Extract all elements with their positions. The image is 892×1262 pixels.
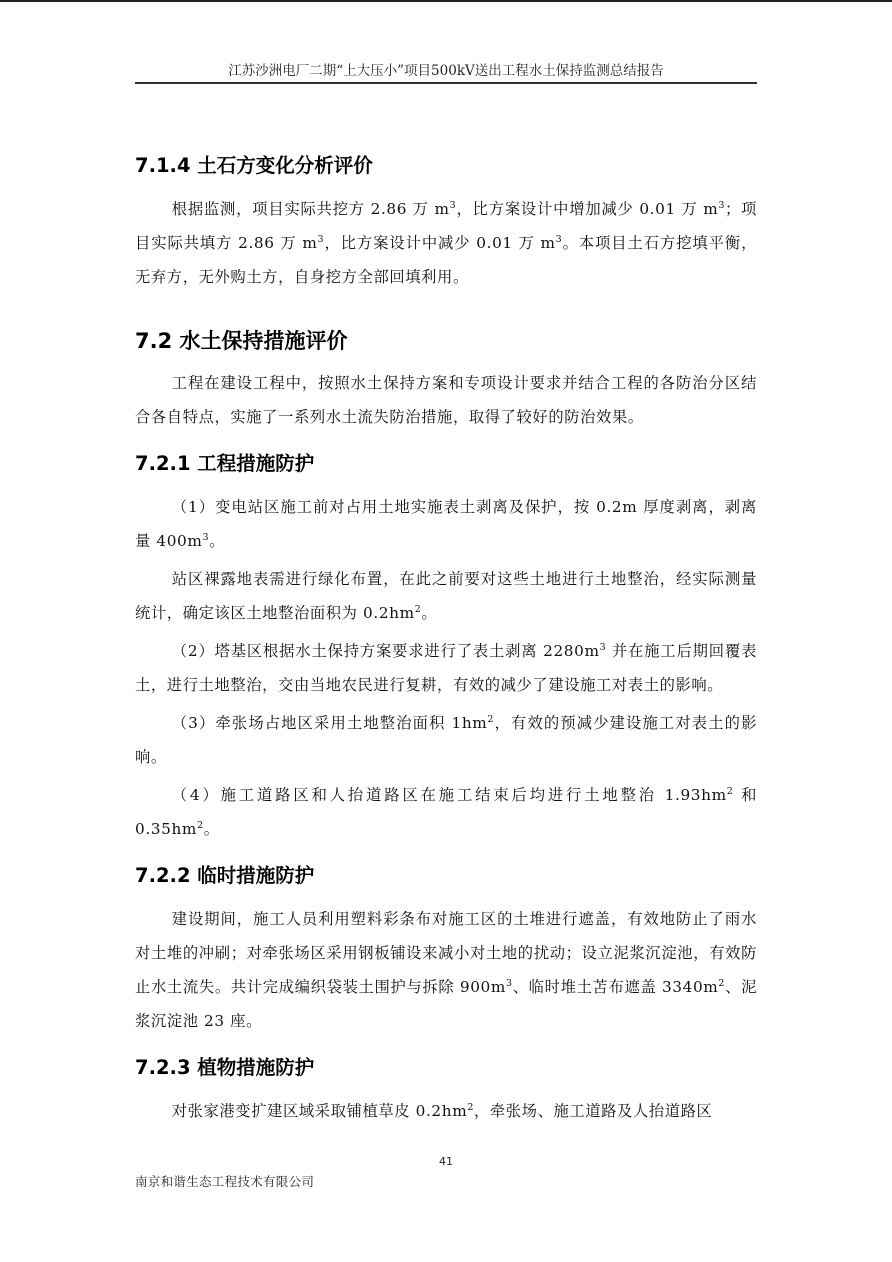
- page-number: 41: [439, 1155, 453, 1168]
- footer-company: 南京和谐生态工程技术有限公司: [135, 1174, 315, 1189]
- paragraph-item-1-continued: 站区裸露地表需进行绿化布置，在此之前要对这些土地进行土地整治，经实际测量统计，确定该区土地整治面积为 $0.2hm^2$。: [135, 570, 757, 622]
- paragraph-earthwork-analysis: 根据监测，项目实际共挖方 2.86 万 $m^3$，比方案设计中增加减少 0.01 万 $m^3$；项目实际共填方 2.86 万 $m^3$，比方案设计中减少 0.01 万 $m^3$。本项目土石方挖填平衡，无弃方，无外购土方，自身挖方全部回填利用。: [135, 199, 758, 286]
- section-heading-7-2-2: 7.2.2 临时措施防护: [135, 864, 315, 887]
- header-rule: [135, 82, 757, 84]
- section-heading-7-2-1: 7.2.1 工程措施防护: [135, 452, 315, 475]
- section-heading-7-1-4: 7.1.4 土石方变化分析评价: [135, 154, 373, 177]
- paragraph-plant-measures: 对张家港变扩建区域采取铺植草皮 $0.2hm^2$，牵张场、施工道路及人抬道路区: [171, 1101, 713, 1120]
- paragraph-temporary-measures: 建设期间，施工人员利用塑料彩条布对施工区的土堆进行遮盖，有效地防止了雨水对土堆的冲刷；对牵张场区采用钢板铺设来减小对土地的扰动；设立泥浆沉淀池，有效防止水土流失。共计完成编织袋装土围护与拆除 $900m^3$、临时堆土苫布遮盖 $3340m^2$、泥浆沉淀池 23 座。: [135, 910, 757, 1030]
- paragraph-item-3: （3）牵张场占地区采用土地整治面积 $1hm^2$，有效的预减少建设施工对表土的影响。: [135, 713, 757, 766]
- page-top-border: [0, 0, 892, 2]
- paragraph-item-1: （1）变电站区施工前对占用土地实施表土剥离及保护，按 0.2m 厚度剥离，剥离量 $400m^3$。: [135, 498, 757, 550]
- section-heading-7-2: 7.2 水土保持措施评价: [135, 329, 348, 353]
- page-content: [135, 140, 757, 1132]
- section-heading-7-2-3: 7.2.3 植物措施防护: [135, 1056, 315, 1079]
- paragraph-item-4: （4）施工道路区和人抬道路区在施工结束后均进行土地整治 $1.93hm^2$ 和 $0.35hm^2$。: [135, 785, 757, 838]
- paragraph-item-2: （2）塔基区根据水土保持方案要求进行了表土剥离 $2280m^3$ 并在施工后期回覆表土，进行土地整治，交由当地农民进行复耕，有效的减少了建设施工对表土的影响。: [135, 641, 757, 694]
- running-header: 江苏沙洲电厂二期“上大压小”项目500kV送出工程水土保持监测总结报告: [228, 63, 664, 79]
- paragraph-measures-evaluation: 工程在建设工程中，按照水土保持方案和专项设计要求并结合工程的各防治分区结合各自特点，实施了一系列水土流失防治措施，取得了较好的防治效果。: [135, 374, 757, 426]
